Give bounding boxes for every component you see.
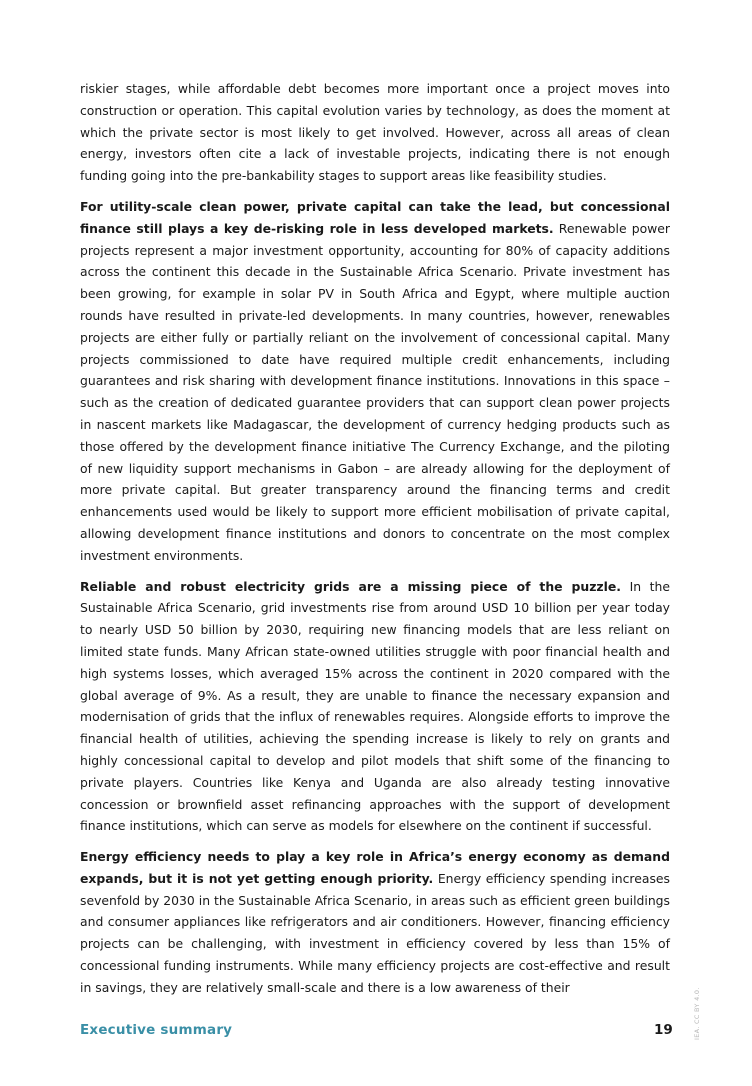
paragraph-3-lead: Reliable and robust electricity grids are a missing piece of the puzzle. xyxy=(80,578,621,594)
license-credit: IEA. CC BY 4.0. xyxy=(693,987,701,1040)
page-number: 19 xyxy=(654,1022,673,1038)
paragraph-3 xyxy=(80,576,670,838)
paragraph-1 xyxy=(80,78,670,187)
paragraph-2 xyxy=(80,196,670,567)
paragraph-4-body: Energy efficiency spending increases sevenfold by 2030 in the Sustainable Africa Scenario, in areas such as efficient green buildings and consumer appliances like refrigerators and air conditioners. However, financing efficiency projects can be challenging, with investment in efficiency covered by less than 15% of concessional funding instruments. While many efficiency projects are cost-effective and result in savings, they are relatively small-scale and there is a low awareness of their xyxy=(80,870,670,995)
paragraph-1-body: riskier stages, while affordable debt becomes more important once a project moves into construction or operation. This capital evolution varies by technology, as does the moment at which the private sector is most likely to get involved. However, across all areas of clean energy, investors often cite a lack of investable projects, indicating there is not enough funding going into the pre-bankability stages to support areas like feasibility studies. xyxy=(80,81,670,184)
footer-section-title: Executive summary xyxy=(80,1022,233,1038)
paragraph-3-body: In the Sustainable Africa Scenario, grid investments rise from around USD 10 billion per year today to nearly USD 50 billion by 2030, requiring new financing models that are less reliant on limited state funds. Many African state-owned utilities struggle with poor financial health and high systems losses, which averaged 15% across the continent in 2020 compared with the global average of 9%. As a result, they are unable to finance the necessary expansion and modernisation of grids that the influx of renewables requires. Alongside efforts to improve the financial health of utilities, achieving the spending increase is likely to rely on grants and highly concessional capital to develop and pilot models that shift some of the financing to private players. Countries like Kenya and Uganda are also already testing innovative concession or brownfield asset refinancing approaches with the support of development finance institutions, which can serve as models for elsewhere on the continent if successful. xyxy=(80,578,670,834)
paragraph-4 xyxy=(80,846,670,999)
paragraph-4-lead: Energy efficiency needs to play a key role in Africa’s energy economy as demand expands, but it is not yet getting enough priority. xyxy=(80,849,670,886)
paragraph-2-body: Renewable power projects represent a major investment opportunity, accounting for 80% of capacity additions across the continent this decade in the Sustainable Africa Scenario. Private investment has been growing, for example in solar PV in South Africa and Egypt, where multiple auction rounds have resulted in private-led developments. In many countries, however, renewables projects are either fully or partially reliant on the involvement of concessional capital. Many projects commissioned to date have required multiple credit enhancements, including guarantees and risk sharing with development finance institutions. Innovations in this space – such as the creation of dedicated guarantee providers that can support clean power projects in nascent markets like Madagascar, the development of currency hedging products such as those offered by the development finance initiative The Currency Exchange, and the piloting of new liquidity support mechanisms in Gabon – are already allowing for the deployment of more private capital. But greater transparency around the financing terms and credit enhancements used would be likely to support more efficient mobilisation of private capital, allowing development finance institutions and donors to concentrate on the most complex investment environments. xyxy=(80,220,671,563)
page-body xyxy=(80,78,670,1008)
paragraph-2-lead: For utility-scale clean power, private capital can take the lead, but concessional finance still plays a key de-risking role in less developed markets. xyxy=(80,198,670,236)
